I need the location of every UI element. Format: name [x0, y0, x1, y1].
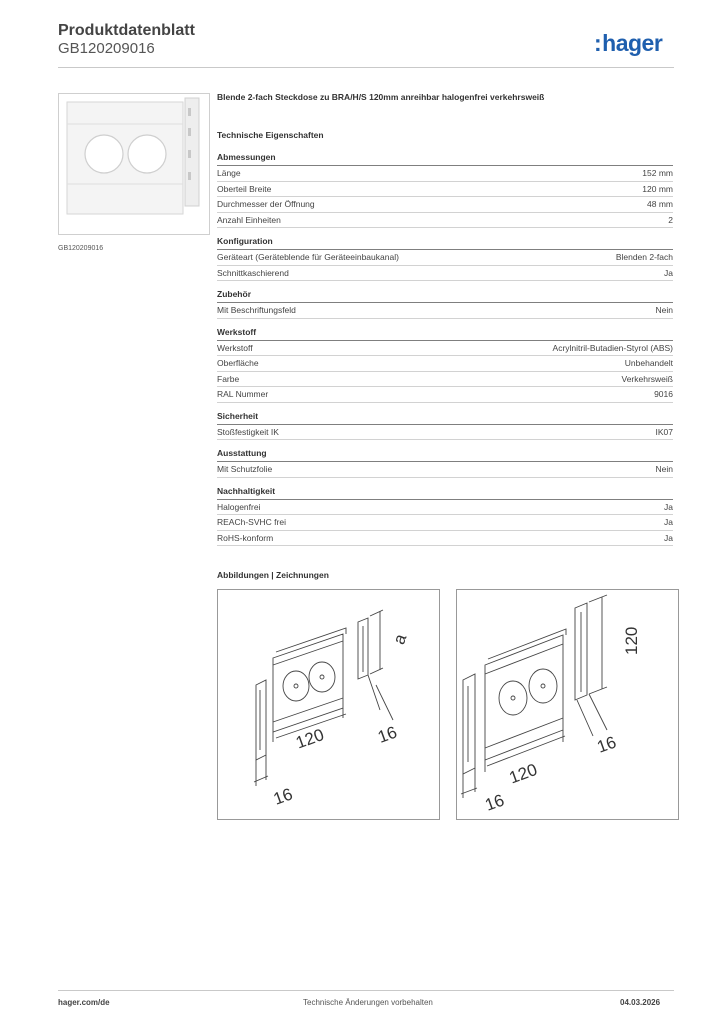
property-row — [217, 250, 673, 266]
section-zubeh-r — [217, 289, 673, 319]
property-row — [217, 500, 673, 516]
figures-heading: Abbildungen | Zeichnungen — [217, 570, 329, 580]
property-value: 120 mm — [642, 183, 673, 194]
product-code: GB120209016 — [58, 40, 155, 57]
property-value: Ja — [664, 267, 673, 278]
property-row — [217, 372, 673, 388]
property-value: 152 mm — [642, 168, 673, 178]
section-heading: Werkstoff — [217, 327, 673, 341]
drawing-2-height-label: 120 — [622, 626, 641, 655]
section-heading: Abmessungen — [217, 152, 673, 166]
technical-data — [217, 92, 673, 546]
property-label: Farbe — [217, 373, 240, 384]
property-label: Länge — [217, 168, 241, 178]
property-row — [217, 266, 673, 282]
property-label: Mit Beschriftungsfeld — [217, 305, 296, 315]
property-label: Geräteart (Geräteblende für Geräteeinbaukanal) — [217, 252, 399, 262]
brand-name: hager — [602, 30, 663, 56]
drawing-1-svg — [218, 590, 439, 819]
property-label: Oberteil Breite — [217, 183, 272, 194]
brand-logo: :hager — [594, 30, 663, 56]
property-label: Halogenfrei — [217, 501, 261, 512]
property-row — [217, 515, 673, 531]
property-label: Anzahl Einheiten — [217, 214, 281, 225]
property-row — [217, 182, 673, 198]
property-label: Mit Schutzfolie — [217, 464, 273, 474]
property-row — [217, 303, 673, 319]
property-row — [217, 213, 673, 229]
drawing-1-width-label: 120 — [293, 725, 327, 753]
property-label: REACh-SVHC frei — [217, 517, 286, 527]
property-label: RoHS-konform — [217, 532, 274, 543]
property-value: Acrylnitril-Butadien-Styrol (ABS) — [552, 342, 673, 353]
section-ausstattung — [217, 448, 673, 478]
section-abmessungen — [217, 152, 673, 228]
property-value: Blenden 2-fach — [615, 252, 673, 262]
drawing-1 — [217, 589, 440, 820]
property-value: Ja — [664, 532, 673, 543]
property-value: Ja — [664, 501, 673, 512]
property-row — [217, 197, 673, 213]
drawing-2-width-label: 120 — [506, 759, 540, 788]
section-konfiguration — [217, 236, 673, 281]
section-heading: Nachhaltigkeit — [217, 486, 673, 500]
property-value: 2 — [668, 214, 673, 225]
section-heading: Zubehör — [217, 289, 673, 303]
property-value: IK07 — [655, 426, 673, 437]
product-thumbnail — [58, 93, 210, 235]
drawing-2-svg — [457, 590, 678, 819]
property-value: Nein — [655, 464, 673, 474]
footer-date: 04.03.2026 — [620, 998, 661, 1007]
property-label: Werkstoff — [217, 342, 253, 353]
product-thumbnail-drawing — [59, 94, 209, 234]
property-row — [217, 387, 673, 403]
drawing-2 — [456, 589, 679, 820]
property-label: Stoßfestigkeit IK — [217, 426, 279, 437]
footer-divider — [58, 990, 674, 991]
section-sicherheit — [217, 411, 673, 441]
property-value: 9016 — [654, 389, 673, 399]
drawing-1-height-label: a — [389, 631, 411, 647]
footer-website-link[interactable]: hager.com/de — [58, 998, 110, 1007]
property-row — [217, 356, 673, 372]
drawing-1-side-label: 16 — [375, 722, 400, 747]
property-row — [217, 462, 673, 478]
drawing-2-depth-label: 16 — [482, 790, 507, 815]
section-nachhaltigkeit — [217, 486, 673, 547]
property-row — [217, 166, 673, 182]
property-label: Schnittkaschierend — [217, 267, 289, 278]
thumbnail-caption: GB120209016 — [58, 245, 104, 252]
footer-notice: Technische Änderungen vorbehalten — [303, 998, 433, 1007]
drawing-1-depth-label: 16 — [270, 784, 296, 809]
property-value: Ja — [664, 517, 673, 527]
property-label: Durchmesser der Öffnung — [217, 199, 315, 209]
product-title: Blende 2-fach Steckdose zu BRA/H/S 120mm anreihbar halogenfrei verkehrsweiß — [217, 92, 545, 102]
property-value: Unbehandelt — [624, 358, 673, 368]
technical-properties-heading: Technische Eigenschaften — [217, 130, 324, 140]
property-row — [217, 425, 673, 441]
section-heading: Ausstattung — [217, 448, 673, 462]
property-value: Verkehrsweiß — [621, 373, 673, 384]
property-value: Nein — [655, 305, 673, 315]
header-divider — [58, 67, 674, 68]
property-label: RAL Nummer — [217, 389, 269, 399]
property-sections — [217, 152, 673, 546]
page-title: Produktdatenblatt — [58, 22, 195, 39]
property-value: 48 mm — [647, 199, 673, 209]
property-row — [217, 531, 673, 547]
property-row — [217, 341, 673, 357]
section-heading: Konfiguration — [217, 236, 673, 250]
drawing-2-side-label: 16 — [594, 732, 619, 757]
property-label: Oberfläche — [217, 358, 259, 368]
section-werkstoff — [217, 327, 673, 403]
section-heading: Sicherheit — [217, 411, 673, 425]
